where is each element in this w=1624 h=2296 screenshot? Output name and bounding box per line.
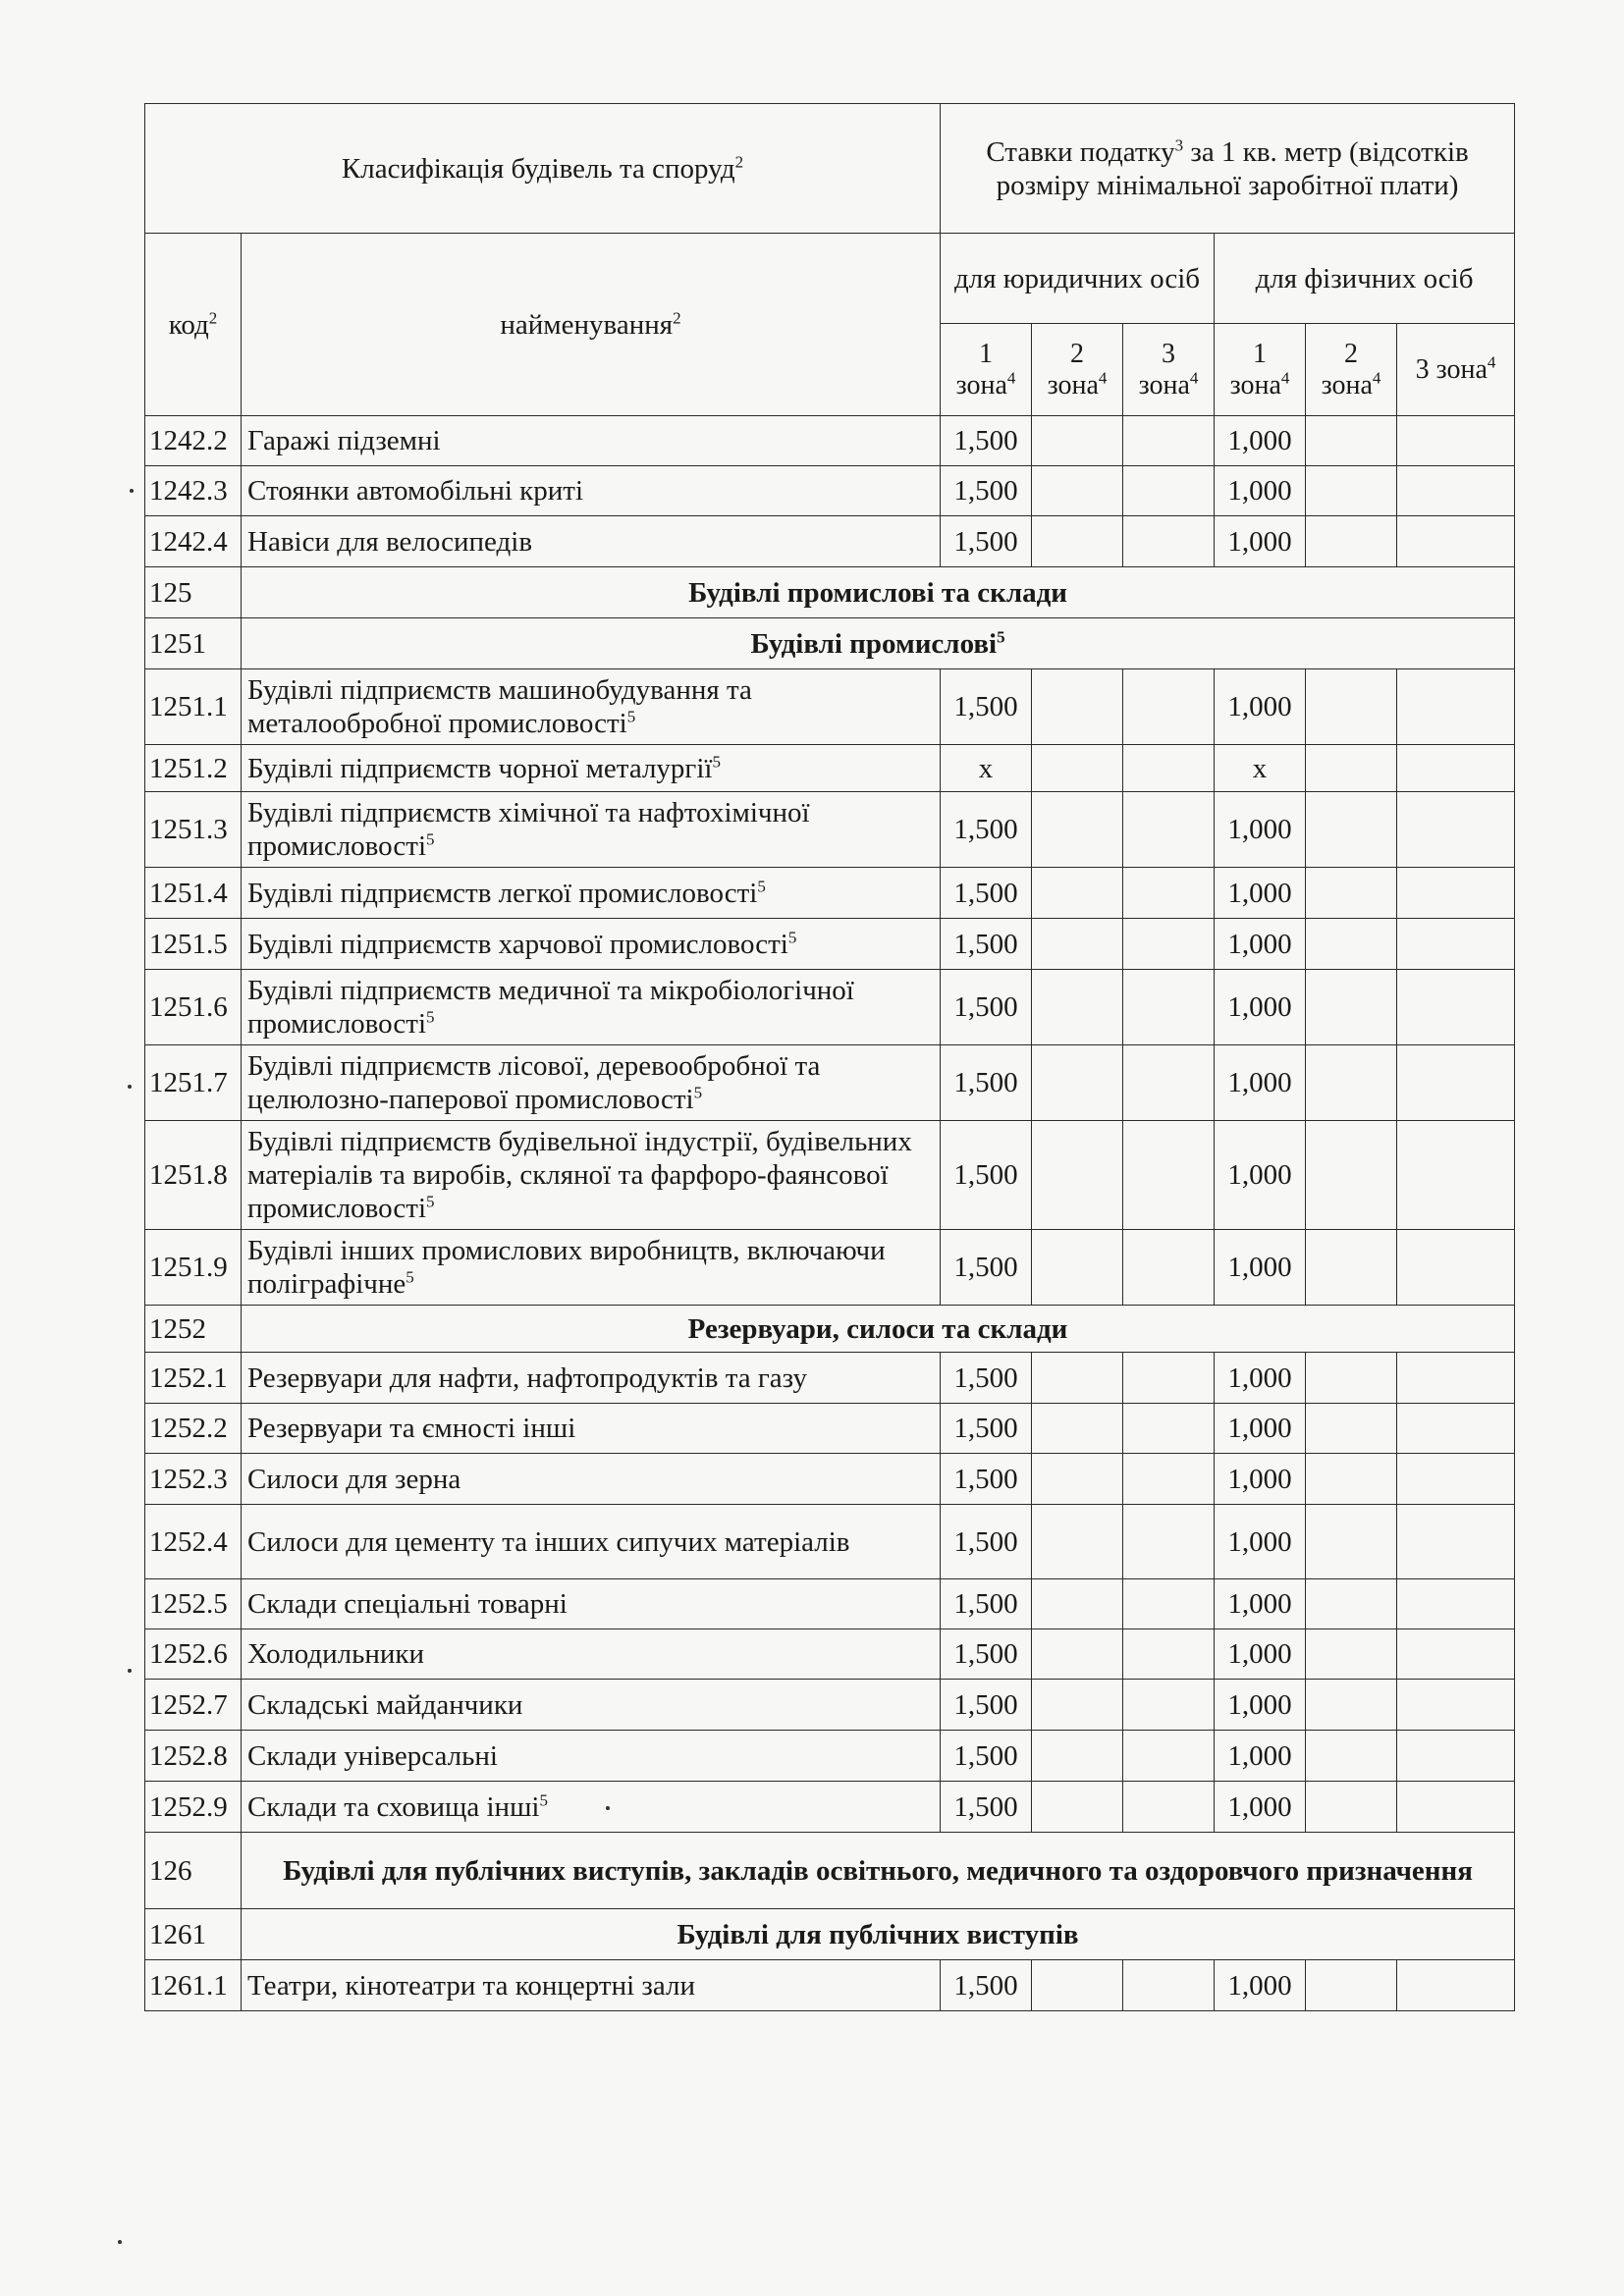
rate-cell: 1,500 [941, 919, 1032, 970]
table-row [145, 919, 1515, 970]
rate-cell [1032, 516, 1123, 567]
table-row [145, 1045, 1515, 1121]
name-cell: Склади спеціальні товарні [242, 1579, 941, 1629]
code-cell: 1252.6 [145, 1629, 242, 1680]
code-cell: 1251.5 [145, 919, 242, 970]
rate-cell [1123, 745, 1215, 792]
code-cell: 1251.4 [145, 868, 242, 919]
rate-cell [1397, 1404, 1515, 1454]
rate-cell: 1,000 [1215, 1454, 1306, 1505]
rate-cell: 1,500 [941, 1404, 1032, 1454]
rate-cell: 1,000 [1215, 1353, 1306, 1404]
rate-cell [1123, 1629, 1215, 1680]
section-title-cell: Резервуари, силоси та склади [242, 1306, 1515, 1353]
rate-cell [1397, 919, 1515, 970]
rate-cell [1306, 1230, 1397, 1306]
rate-cell [1032, 1121, 1123, 1230]
zone-header-cell: 1 зона$^4$ [1215, 324, 1306, 416]
rate-cell [1032, 669, 1123, 745]
name-cell: Будівлі підприємств харчової промисловості$^5$ [242, 919, 941, 970]
zone-header-cell: 3 зона$^4$ [1397, 324, 1515, 416]
rate-cell [1397, 1230, 1515, 1306]
rate-cell: 1,000 [1215, 1404, 1306, 1454]
table-row [145, 1454, 1515, 1505]
code-cell: 1252.2 [145, 1404, 242, 1454]
table-row [145, 1731, 1515, 1782]
rate-cell: 1,000 [1215, 1629, 1306, 1680]
scan-speck [130, 489, 134, 493]
individuals-header: для фізичних осіб [1215, 234, 1515, 324]
rate-cell [1397, 466, 1515, 516]
rate-cell: 1,500 [941, 792, 1032, 868]
rate-cell [1306, 970, 1397, 1045]
rate-cell [1032, 1353, 1123, 1404]
rate-cell: 1,500 [941, 1731, 1032, 1782]
rate-cell: х [941, 745, 1032, 792]
rate-cell [1123, 1579, 1215, 1629]
rate-cell [1306, 669, 1397, 745]
rate-cell [1306, 745, 1397, 792]
table-row [145, 516, 1515, 567]
legal-entities-header: для юридичних осіб [941, 234, 1215, 324]
rate-cell [1032, 1680, 1123, 1731]
name-cell: Гаражі підземні [242, 416, 941, 466]
rate-cell: 1,500 [941, 1579, 1032, 1629]
section-title-cell: Будівлі промислові та склади [242, 567, 1515, 618]
tax-rates-table [144, 103, 1515, 2011]
rate-cell: 1,500 [941, 1230, 1032, 1306]
rate-cell [1032, 1629, 1123, 1680]
table-row [145, 1230, 1515, 1306]
rate-cell [1306, 919, 1397, 970]
code-cell: 1252.4 [145, 1505, 242, 1579]
rate-cell [1397, 1579, 1515, 1629]
rate-cell: 1,500 [941, 868, 1032, 919]
rate-cell [1123, 1045, 1215, 1121]
rate-cell [1032, 416, 1123, 466]
code-cell: 1252.1 [145, 1353, 242, 1404]
tax-rates-table-sheet [144, 103, 1514, 2011]
rate-cell: 1,000 [1215, 970, 1306, 1045]
name-header: найменування$^2$ [242, 234, 941, 416]
table-row [145, 868, 1515, 919]
rate-cell [1306, 1960, 1397, 2011]
classification-header: Класифікація будівель та споруд$^2$ [145, 104, 941, 234]
section-title-cell: Будівлі для публічних виступів, закладів освітнього, медичного та оздоровчого призначення [242, 1833, 1515, 1909]
rates-header: Ставки податку$^3$ за 1 кв. метр (відсотків розміру мінімальної заробітної плати) [941, 104, 1515, 234]
rate-cell [1397, 1782, 1515, 1833]
rate-cell [1397, 1353, 1515, 1404]
code-cell: 1251.2 [145, 745, 242, 792]
table-row [145, 1121, 1515, 1230]
rate-cell [1032, 745, 1123, 792]
rate-cell [1397, 1505, 1515, 1579]
rate-cell [1123, 1121, 1215, 1230]
rate-cell [1397, 1629, 1515, 1680]
rate-cell [1397, 1454, 1515, 1505]
table-header [145, 104, 1515, 416]
scan-speck [118, 2240, 122, 2244]
table-row [145, 745, 1515, 792]
rate-cell [1306, 1629, 1397, 1680]
code-cell: 1251.6 [145, 970, 242, 1045]
rate-cell [1306, 1505, 1397, 1579]
code-cell: 1252.7 [145, 1680, 242, 1731]
rate-cell [1397, 1960, 1515, 2011]
rate-cell [1306, 1353, 1397, 1404]
zone-header-cell: 3 зона$^4$ [1123, 324, 1215, 416]
rate-cell: 1,500 [941, 1782, 1032, 1833]
name-cell: Стоянки автомобільні криті [242, 466, 941, 516]
name-cell: Будівлі підприємств легкої промисловості$^5$ [242, 868, 941, 919]
rate-cell [1397, 669, 1515, 745]
rate-cell [1032, 970, 1123, 1045]
rate-cell [1032, 466, 1123, 516]
rate-cell [1123, 1230, 1215, 1306]
code-cell: 1261.1 [145, 1960, 242, 2011]
rate-cell [1397, 1680, 1515, 1731]
rate-cell [1032, 1505, 1123, 1579]
name-cell: Склади універсальні [242, 1731, 941, 1782]
section-row [145, 1909, 1515, 1960]
rate-cell [1123, 1353, 1215, 1404]
table-row [145, 1629, 1515, 1680]
rate-cell: 1,000 [1215, 1505, 1306, 1579]
table-row [145, 1680, 1515, 1731]
code-cell: 1261 [145, 1909, 242, 1960]
section-row [145, 1306, 1515, 1353]
rate-cell [1032, 1960, 1123, 2011]
rate-cell: 1,500 [941, 1121, 1032, 1230]
table-row [145, 970, 1515, 1045]
rate-cell: 1,000 [1215, 919, 1306, 970]
name-cell: Резервуари та ємності інші [242, 1404, 941, 1454]
code-header: код$^2$ [145, 234, 242, 416]
rate-cell [1306, 466, 1397, 516]
rate-cell: 1,000 [1215, 792, 1306, 868]
rate-cell [1032, 868, 1123, 919]
name-cell: Навіси для велосипедів [242, 516, 941, 567]
section-title-cell: Будівлі промислові$^5$ [242, 618, 1515, 669]
name-cell: Будівлі підприємств медичної та мікробіологічної промисловості$^5$ [242, 970, 941, 1045]
section-row [145, 618, 1515, 669]
code-cell: 1252.5 [145, 1579, 242, 1629]
rate-cell [1306, 1731, 1397, 1782]
rate-cell [1032, 1454, 1123, 1505]
scan-speck [606, 1806, 610, 1810]
rate-cell [1306, 1121, 1397, 1230]
code-cell: 125 [145, 567, 242, 618]
rate-cell [1032, 1579, 1123, 1629]
rate-cell [1123, 1404, 1215, 1454]
rate-cell: 1,000 [1215, 1230, 1306, 1306]
table-row [145, 466, 1515, 516]
rate-cell [1123, 1680, 1215, 1731]
rate-cell: 1,000 [1215, 1782, 1306, 1833]
rate-cell [1123, 1454, 1215, 1505]
table-row [145, 669, 1515, 745]
code-cell: 1242.3 [145, 466, 242, 516]
name-cell: Будівлі підприємств лісової, деревообробної та целюлозно-паперової промисловості$^5$ [242, 1045, 941, 1121]
section-row [145, 1833, 1515, 1909]
rate-cell: 1,500 [941, 1353, 1032, 1404]
name-cell: Будівлі інших промислових виробництв, включаючи поліграфічне$^5$ [242, 1230, 941, 1306]
rate-cell [1032, 1731, 1123, 1782]
rate-cell [1397, 1731, 1515, 1782]
rate-cell [1032, 1045, 1123, 1121]
rate-cell [1397, 745, 1515, 792]
rate-cell [1123, 416, 1215, 466]
rate-cell: 1,500 [941, 466, 1032, 516]
rate-cell: 1,000 [1215, 1680, 1306, 1731]
rate-cell: 1,000 [1215, 516, 1306, 567]
rate-cell: 1,500 [941, 416, 1032, 466]
name-cell: Силоси для цементу та інших сипучих матеріалів [242, 1505, 941, 1579]
rate-cell: 1,000 [1215, 1121, 1306, 1230]
table-body [145, 416, 1515, 2011]
rate-cell: 1,000 [1215, 669, 1306, 745]
rate-cell [1123, 669, 1215, 745]
rate-cell: 1,000 [1215, 868, 1306, 919]
rate-cell [1123, 868, 1215, 919]
section-row [145, 567, 1515, 618]
rate-cell [1032, 792, 1123, 868]
rate-cell: 1,000 [1215, 1731, 1306, 1782]
rate-cell: 1,500 [941, 1505, 1032, 1579]
table-row [145, 1404, 1515, 1454]
rate-cell [1306, 792, 1397, 868]
rate-cell [1032, 1230, 1123, 1306]
rate-cell [1123, 466, 1215, 516]
name-cell: Складські майданчики [242, 1680, 941, 1731]
rate-cell [1123, 919, 1215, 970]
table-row [145, 1960, 1515, 2011]
rate-cell [1306, 516, 1397, 567]
table-row [145, 1579, 1515, 1629]
rate-cell [1397, 868, 1515, 919]
rate-cell: 1,000 [1215, 1960, 1306, 2011]
code-cell: 1251.9 [145, 1230, 242, 1306]
rate-cell [1306, 416, 1397, 466]
rate-cell [1123, 516, 1215, 567]
rate-cell [1123, 1782, 1215, 1833]
scan-speck [128, 1085, 132, 1089]
rate-cell [1123, 792, 1215, 868]
code-cell: 1252.9 [145, 1782, 242, 1833]
rate-cell [1306, 1680, 1397, 1731]
code-cell: 1252 [145, 1306, 242, 1353]
rate-cell: 1,500 [941, 1454, 1032, 1505]
rate-cell: 1,500 [941, 1680, 1032, 1731]
rate-cell [1306, 1782, 1397, 1833]
rate-cell: х [1215, 745, 1306, 792]
name-cell: Будівлі підприємств чорної металургії$^5$ [242, 745, 941, 792]
rate-cell [1397, 970, 1515, 1045]
code-cell: 1242.2 [145, 416, 242, 466]
rate-cell: 1,000 [1215, 1579, 1306, 1629]
rate-cell [1397, 516, 1515, 567]
zone-header-cell: 2 зона$^4$ [1306, 324, 1397, 416]
code-cell: 1242.4 [145, 516, 242, 567]
rate-cell [1032, 919, 1123, 970]
code-cell: 1252.3 [145, 1454, 242, 1505]
code-cell: 1252.8 [145, 1731, 242, 1782]
rate-cell: 1,000 [1215, 1045, 1306, 1121]
code-cell: 1251.8 [145, 1121, 242, 1230]
rate-cell [1123, 970, 1215, 1045]
rate-cell: 1,000 [1215, 466, 1306, 516]
zone-header-cell: 1 зона$^4$ [941, 324, 1032, 416]
rate-cell [1032, 1404, 1123, 1454]
rate-cell: 1,500 [941, 970, 1032, 1045]
rate-cell: 1,500 [941, 516, 1032, 567]
zone-header-cell: 2 зона$^4$ [1032, 324, 1123, 416]
name-cell: Резервуари для нафти, нафтопродуктів та газу [242, 1353, 941, 1404]
code-cell: 1251.3 [145, 792, 242, 868]
name-cell: Будівлі підприємств будівельної індустрії, будівельних матеріалів та виробів, скляної та фарфоро-фаянсової промисловості$^5$ [242, 1121, 941, 1230]
rate-cell [1397, 416, 1515, 466]
name-cell: Силоси для зерна [242, 1454, 941, 1505]
name-cell: Будівлі підприємств хімічної та нафтохімічної промисловості$^5$ [242, 792, 941, 868]
rate-cell [1123, 1960, 1215, 2011]
rate-cell: 1,000 [1215, 416, 1306, 466]
rate-cell [1397, 792, 1515, 868]
rate-cell [1123, 1731, 1215, 1782]
table-row [145, 1505, 1515, 1579]
name-cell: Будівлі підприємств машинобудування та металообробної промисловості$^5$ [242, 669, 941, 745]
rate-cell [1306, 1579, 1397, 1629]
section-title-cell: Будівлі для публічних виступів [242, 1909, 1515, 1960]
rate-cell: 1,500 [941, 1045, 1032, 1121]
scan-speck [128, 1669, 132, 1673]
rate-cell [1397, 1045, 1515, 1121]
rate-cell: 1,500 [941, 1629, 1032, 1680]
rate-cell [1123, 1505, 1215, 1579]
rate-cell [1306, 1045, 1397, 1121]
name-cell: Склади та сховища інші$^5$ [242, 1782, 941, 1833]
code-cell: 1251 [145, 618, 242, 669]
rate-cell [1306, 868, 1397, 919]
rate-cell [1306, 1404, 1397, 1454]
name-cell: Театри, кінотеатри та концертні зали [242, 1960, 941, 2011]
rate-cell: 1,500 [941, 1960, 1032, 2011]
code-cell: 1251.7 [145, 1045, 242, 1121]
table-row [145, 1782, 1515, 1833]
code-cell: 1251.1 [145, 669, 242, 745]
table-row [145, 792, 1515, 868]
rate-cell [1397, 1121, 1515, 1230]
table-row [145, 1353, 1515, 1404]
rate-cell [1032, 1782, 1123, 1833]
name-cell: Холодильники [242, 1629, 941, 1680]
table-row [145, 416, 1515, 466]
rate-cell [1306, 1454, 1397, 1505]
code-cell: 126 [145, 1833, 242, 1909]
rate-cell: 1,500 [941, 669, 1032, 745]
